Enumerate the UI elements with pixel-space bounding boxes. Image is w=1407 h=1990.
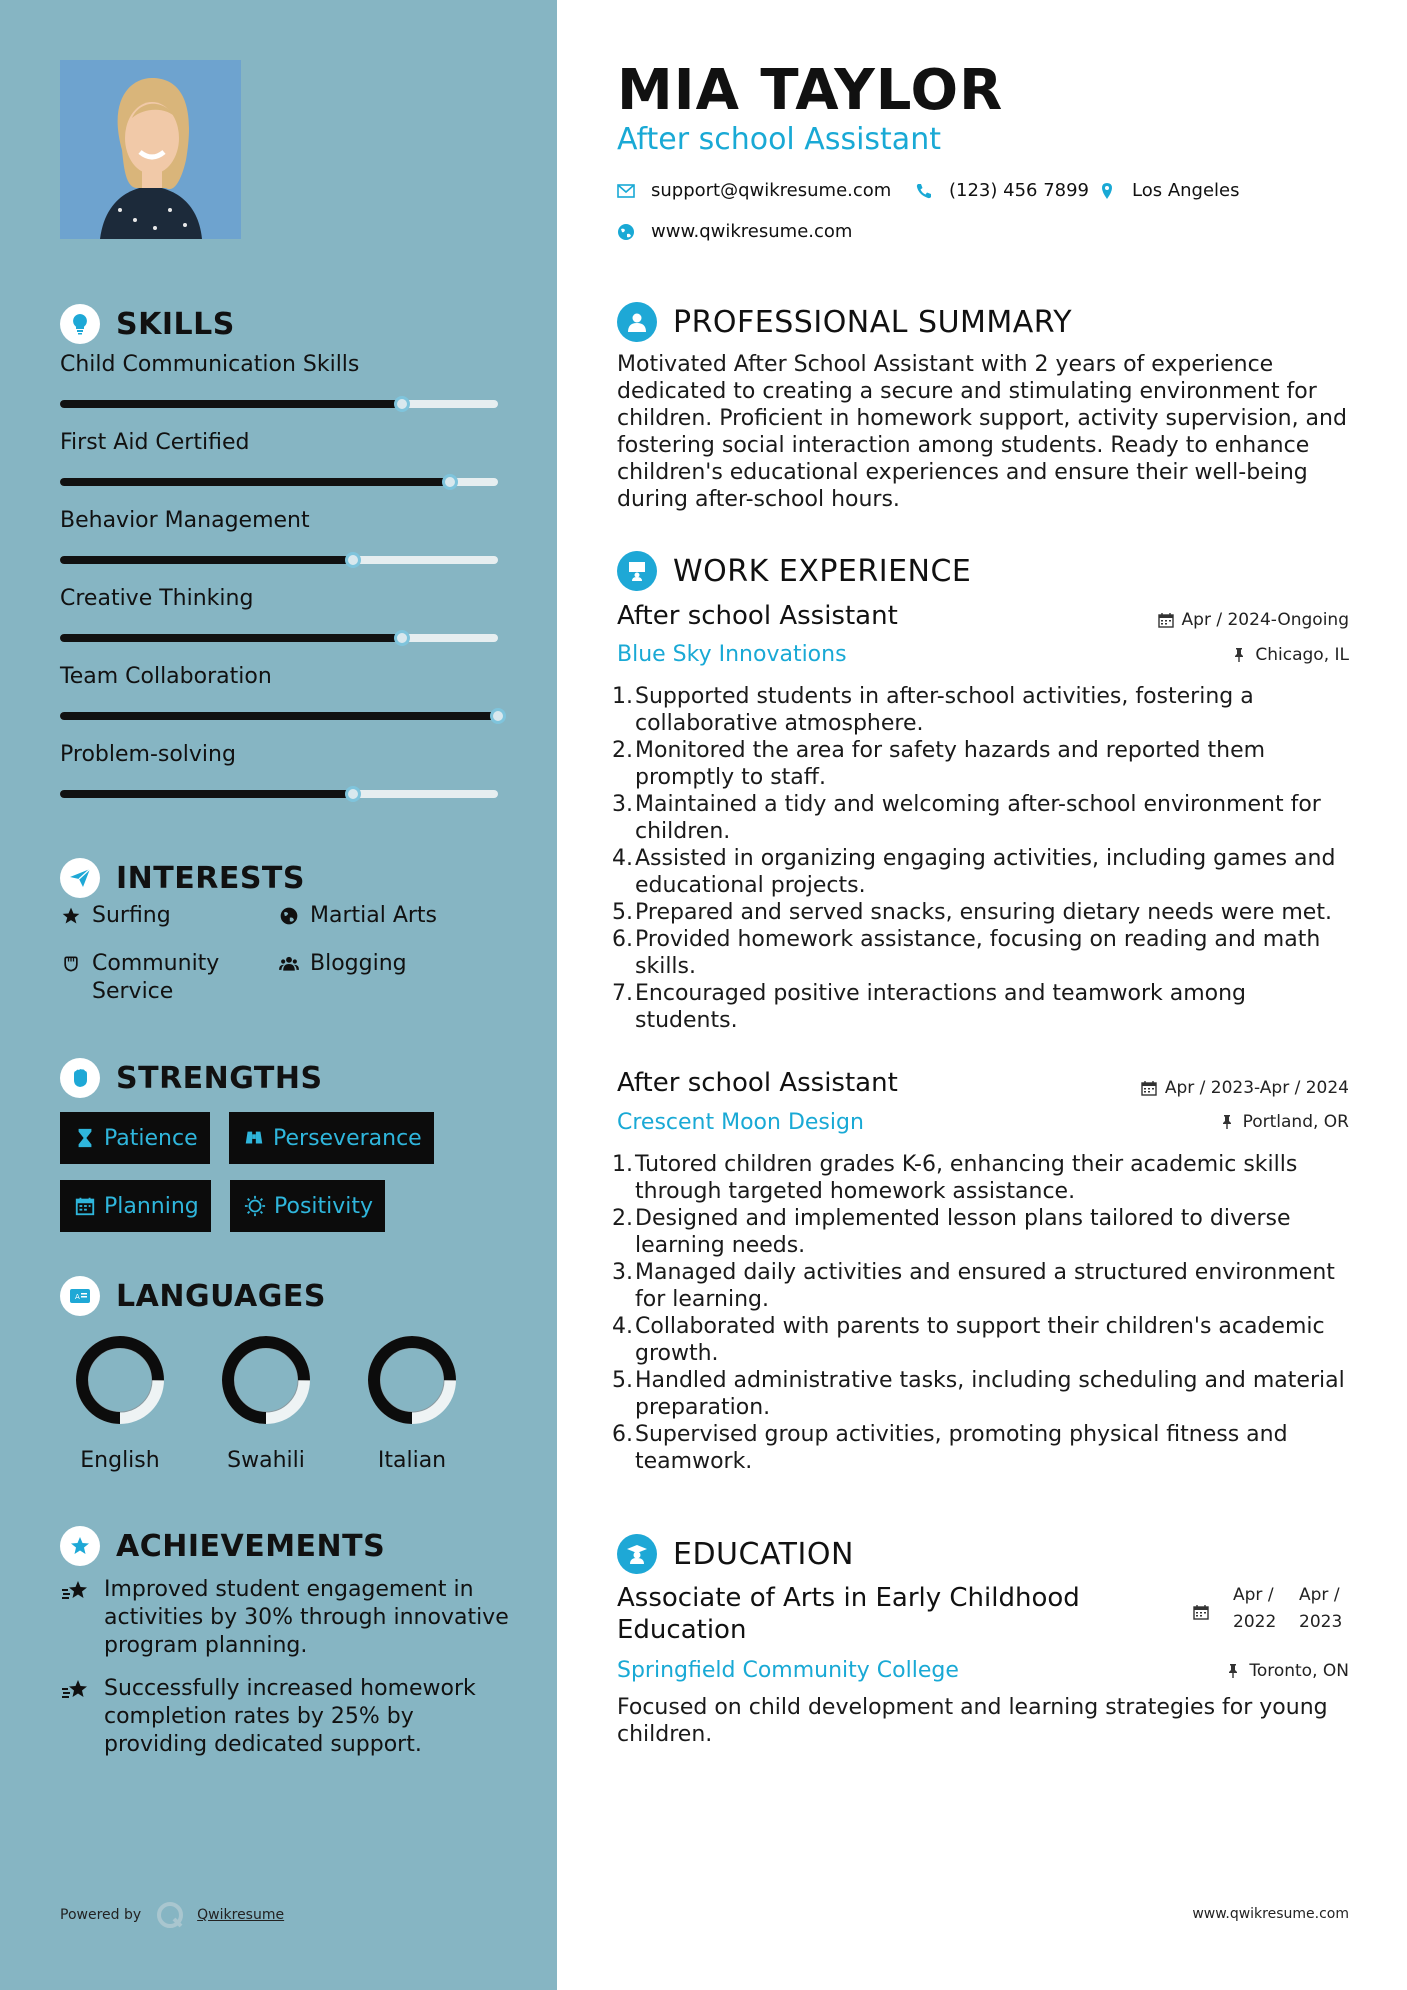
fist-icon	[60, 1058, 100, 1098]
language-name: English	[80, 1448, 160, 1473]
summary-text: Motivated After School Assistant with 2 years of experience dedicated to creating a secure and stimulating environment for children. Proficient in homework support, activity supervision, and fostering social interaction among students. Ready to enhance children's educational experiences and ensure their well-being during after-school hours.	[617, 352, 1347, 512]
strength-patience	[60, 1112, 210, 1164]
language-level-gauge	[364, 1332, 460, 1428]
job-bullet	[612, 845, 1354, 899]
skill-name: First Aid Certified	[60, 430, 250, 455]
candidate-name: MIA TAYLOR	[617, 58, 1004, 123]
job-bullets	[612, 683, 1354, 1034]
bullet-number: 4.	[612, 846, 633, 871]
skill-bar-fill	[60, 712, 498, 720]
gauge-inner-ring	[88, 1348, 152, 1412]
skill-bar-knob	[345, 786, 361, 802]
strength-planning	[60, 1180, 211, 1232]
languages-title: LANGUAGES	[116, 1278, 326, 1314]
contact-location	[1098, 180, 1240, 201]
skill-item	[60, 428, 498, 486]
interest-community-service	[60, 950, 240, 1006]
language-item	[352, 1332, 472, 1473]
skills-title: SKILLS	[116, 306, 235, 342]
bullet-number: 6.	[612, 1422, 633, 1447]
education-location	[1225, 1661, 1349, 1681]
globe-icon	[617, 223, 635, 241]
contact-phone[interactable]	[915, 180, 1089, 201]
skill-item	[60, 740, 498, 798]
job-location	[1219, 1112, 1349, 1132]
achievement-text: Successfully increased homework completion rates by 25% by providing dedicated support.	[104, 1676, 476, 1757]
phone-text: (123) 456 7899	[949, 180, 1090, 201]
bullet-text: Designed and implemented lesson plans tailored to diverse learning needs.	[635, 1206, 1291, 1258]
qwikresume-logo-icon	[155, 1900, 185, 1930]
strengths-title: STRENGTHS	[116, 1060, 323, 1096]
website-text: www.qwikresume.com	[651, 221, 853, 242]
strength-label: Planning	[104, 1193, 199, 1219]
skill-name: Child Communication Skills	[60, 352, 360, 377]
svg-text:A: A	[75, 1293, 80, 1301]
skill-bar-fill	[60, 478, 450, 486]
skill-name: Problem-solving	[60, 742, 236, 767]
hourglass-icon	[74, 1127, 96, 1149]
school-name: Springfield Community College	[617, 1658, 959, 1683]
job-bullet	[612, 1367, 1354, 1421]
bullet-number: 1.	[612, 1152, 633, 1177]
skill-bar-fill	[60, 790, 353, 798]
powered-by	[60, 1900, 284, 1930]
binoculars-icon	[243, 1127, 265, 1149]
language-item	[60, 1332, 180, 1473]
job-location	[1231, 645, 1349, 665]
bullet-text: Managed daily activities and ensured a structured environment for learning.	[635, 1260, 1335, 1312]
skill-bar-knob	[442, 474, 458, 490]
job-bullet	[612, 1151, 1354, 1205]
job-bullet	[612, 737, 1354, 791]
skill-item	[60, 662, 498, 720]
achievement-item	[60, 1675, 510, 1759]
interests-title: INTERESTS	[116, 860, 305, 896]
contact-email[interactable]	[617, 180, 891, 201]
gauge-inner-ring	[234, 1348, 298, 1412]
skill-bar-fill	[60, 556, 353, 564]
language-level-gauge	[72, 1332, 168, 1428]
skill-name: Creative Thinking	[60, 586, 254, 611]
powered-by-label: Powered by	[60, 1907, 142, 1923]
skill-name: Behavior Management	[60, 508, 310, 533]
globe-icon	[278, 902, 300, 930]
job-dates	[1158, 610, 1349, 630]
language-item	[206, 1332, 326, 1473]
presenter-icon	[617, 551, 657, 591]
star-badge-icon	[60, 1526, 100, 1566]
job-bullet	[612, 899, 1354, 926]
sun-icon	[244, 1195, 266, 1217]
bullet-number: 5.	[612, 1368, 633, 1393]
language-name: Italian	[377, 1448, 447, 1473]
footer-url[interactable]: www.qwikresume.com	[1192, 1906, 1349, 1922]
skill-item	[60, 350, 498, 408]
skill-name: Team Collaboration	[60, 664, 272, 689]
users-icon	[278, 950, 300, 978]
education-description: Focused on child development and learning strategies for young children.	[617, 1695, 1328, 1747]
bullet-number: 1.	[612, 684, 633, 709]
map-pin-icon	[1098, 182, 1116, 200]
education-title: EDUCATION	[673, 1536, 854, 1572]
job-bullet	[612, 791, 1354, 845]
skill-bar-knob	[490, 708, 506, 724]
job-bullet	[612, 926, 1354, 980]
envelope-icon	[617, 182, 635, 200]
skill-bar	[60, 478, 498, 486]
bullet-text: Supervised group activities, promoting physical fitness and teamwork.	[635, 1422, 1288, 1474]
calendar-icon	[1141, 1080, 1157, 1096]
pushpin-icon	[1219, 1114, 1235, 1130]
bullet-text: Collaborated with parents to support their children's academic growth.	[635, 1314, 1325, 1366]
skills-heading	[60, 302, 235, 346]
user-icon	[617, 302, 657, 342]
bullet-number: 5.	[612, 900, 633, 925]
job-title: After school Assistant	[617, 601, 898, 631]
strengths-heading	[60, 1056, 323, 1100]
graduate-icon	[617, 1534, 657, 1574]
skill-item	[60, 584, 498, 642]
education-end: Apr / 2023	[1299, 1585, 1343, 1632]
sidebar	[0, 0, 557, 1990]
skill-bar	[60, 712, 498, 720]
shooting-star-icon	[60, 1576, 90, 1606]
bullet-number: 2.	[612, 1206, 633, 1231]
job-bullet	[612, 980, 1354, 1034]
calendar-icon	[1158, 612, 1174, 628]
phone-icon	[915, 182, 933, 200]
skill-bar	[60, 556, 498, 564]
strength-perseverance	[229, 1112, 434, 1164]
contact-website[interactable]	[617, 221, 852, 242]
qwikresume-link[interactable]: Qwikresume	[197, 1907, 285, 1923]
interest-label: Surfing	[92, 903, 171, 928]
job-location-text: Portland, OR	[1242, 1112, 1349, 1132]
bullet-text: Maintained a tidy and welcoming after-school environment for children.	[635, 792, 1321, 844]
job-bullets	[612, 1151, 1354, 1475]
bullet-text: Supported students in after-school activities, fostering a collaborative atmosphere.	[635, 684, 1254, 736]
language-name: Swahili	[227, 1448, 305, 1473]
bullet-text: Tutored children grades K-6, enhancing their academic skills through targeted homework assistance.	[635, 1152, 1298, 1204]
hand-icon	[60, 950, 82, 978]
job-dates-text: Apr / 2024-Ongoing	[1181, 610, 1349, 630]
job-bullet	[612, 1259, 1354, 1313]
job-dates-text: Apr / 2023-Apr / 2024	[1164, 1078, 1349, 1098]
education-location-text: Toronto, ON	[1249, 1661, 1349, 1681]
location-text: Los Angeles	[1132, 180, 1240, 201]
interest-label: Community Service	[92, 951, 220, 1004]
star-icon	[60, 902, 82, 930]
skill-bar-fill	[60, 634, 402, 642]
bullet-number: 3.	[612, 792, 633, 817]
experience-title: WORK EXPERIENCE	[673, 553, 972, 589]
language-level-gauge	[218, 1332, 314, 1428]
bullet-number: 3.	[612, 1260, 633, 1285]
languages-heading	[60, 1274, 326, 1318]
job-location-text: Chicago, IL	[1255, 645, 1349, 665]
interest-label: Martial Arts	[310, 903, 438, 928]
pushpin-icon	[1231, 647, 1247, 663]
interest-surfing	[60, 902, 171, 930]
job-title: After school Assistant	[617, 1068, 898, 1098]
email-text: support@qwikresume.com	[651, 180, 892, 201]
strength-label: Positivity	[274, 1193, 374, 1219]
interest-martial-arts	[278, 902, 437, 930]
job-bullet	[612, 683, 1354, 737]
interest-blogging	[278, 950, 407, 978]
bullet-text: Assisted in organizing engaging activities, including games and educational projects.	[635, 846, 1336, 898]
education-dates	[1193, 1582, 1349, 1636]
bullet-text: Encouraged positive interactions and teamwork among students.	[635, 981, 1247, 1033]
skill-bar-knob	[394, 630, 410, 646]
job-dates	[1141, 1078, 1349, 1098]
job-bullet	[612, 1421, 1354, 1475]
pushpin-icon	[1225, 1663, 1241, 1679]
candidate-role: After school Assistant	[617, 122, 941, 157]
bullet-text: Prepared and served snacks, ensuring dietary needs were met.	[635, 900, 1332, 925]
shooting-star-icon	[60, 1675, 90, 1705]
bullet-text: Handled administrative tasks, including scheduling and material preparation.	[635, 1368, 1345, 1420]
interest-label: Blogging	[310, 951, 407, 976]
bullet-number: 2.	[612, 738, 633, 763]
achievement-text: Improved student engagement in activities by 30% through innovative program planning.	[104, 1577, 509, 1658]
bullet-text: Monitored the area for safety hazards and reported them promptly to staff.	[635, 738, 1266, 790]
skill-bar-knob	[345, 552, 361, 568]
education-start: Apr / 2022	[1233, 1585, 1277, 1632]
strength-positivity	[230, 1180, 385, 1232]
summary-heading	[617, 300, 1072, 344]
strength-label: Perseverance	[273, 1125, 422, 1151]
gauge-inner-ring	[380, 1348, 444, 1412]
paper-plane-icon	[60, 858, 100, 898]
bullet-number: 7.	[612, 981, 633, 1006]
degree-title: Associate of Arts in Early Childhood Education	[617, 1583, 1080, 1645]
job-company: Crescent Moon Design	[617, 1110, 864, 1135]
education-heading	[617, 1532, 854, 1576]
bullet-number: 4.	[612, 1314, 633, 1339]
calendar-icon	[74, 1195, 96, 1217]
profile-photo	[60, 60, 241, 239]
language-card-icon	[60, 1276, 100, 1316]
skill-bar	[60, 400, 498, 408]
job-bullet	[612, 1205, 1354, 1259]
skill-bar-knob	[394, 396, 410, 412]
achievements-title: ACHIEVEMENTS	[116, 1528, 386, 1564]
lightbulb-icon	[60, 304, 100, 344]
achievement-item	[60, 1576, 510, 1660]
skill-bar	[60, 634, 498, 642]
bullet-text: Provided homework assistance, focusing on reading and math skills.	[635, 927, 1321, 979]
bullet-number: 6.	[612, 927, 633, 952]
skill-bar	[60, 790, 498, 798]
calendar-icon	[1193, 1604, 1209, 1620]
achievements-heading	[60, 1524, 385, 1568]
skill-item	[60, 506, 498, 564]
experience-heading	[617, 549, 971, 593]
skill-bar-fill	[60, 400, 402, 408]
interests-heading	[60, 856, 305, 900]
summary-title: PROFESSIONAL SUMMARY	[673, 304, 1073, 340]
strength-label: Patience	[104, 1125, 198, 1151]
job-bullet	[612, 1313, 1354, 1367]
job-company: Blue Sky Innovations	[617, 642, 847, 667]
